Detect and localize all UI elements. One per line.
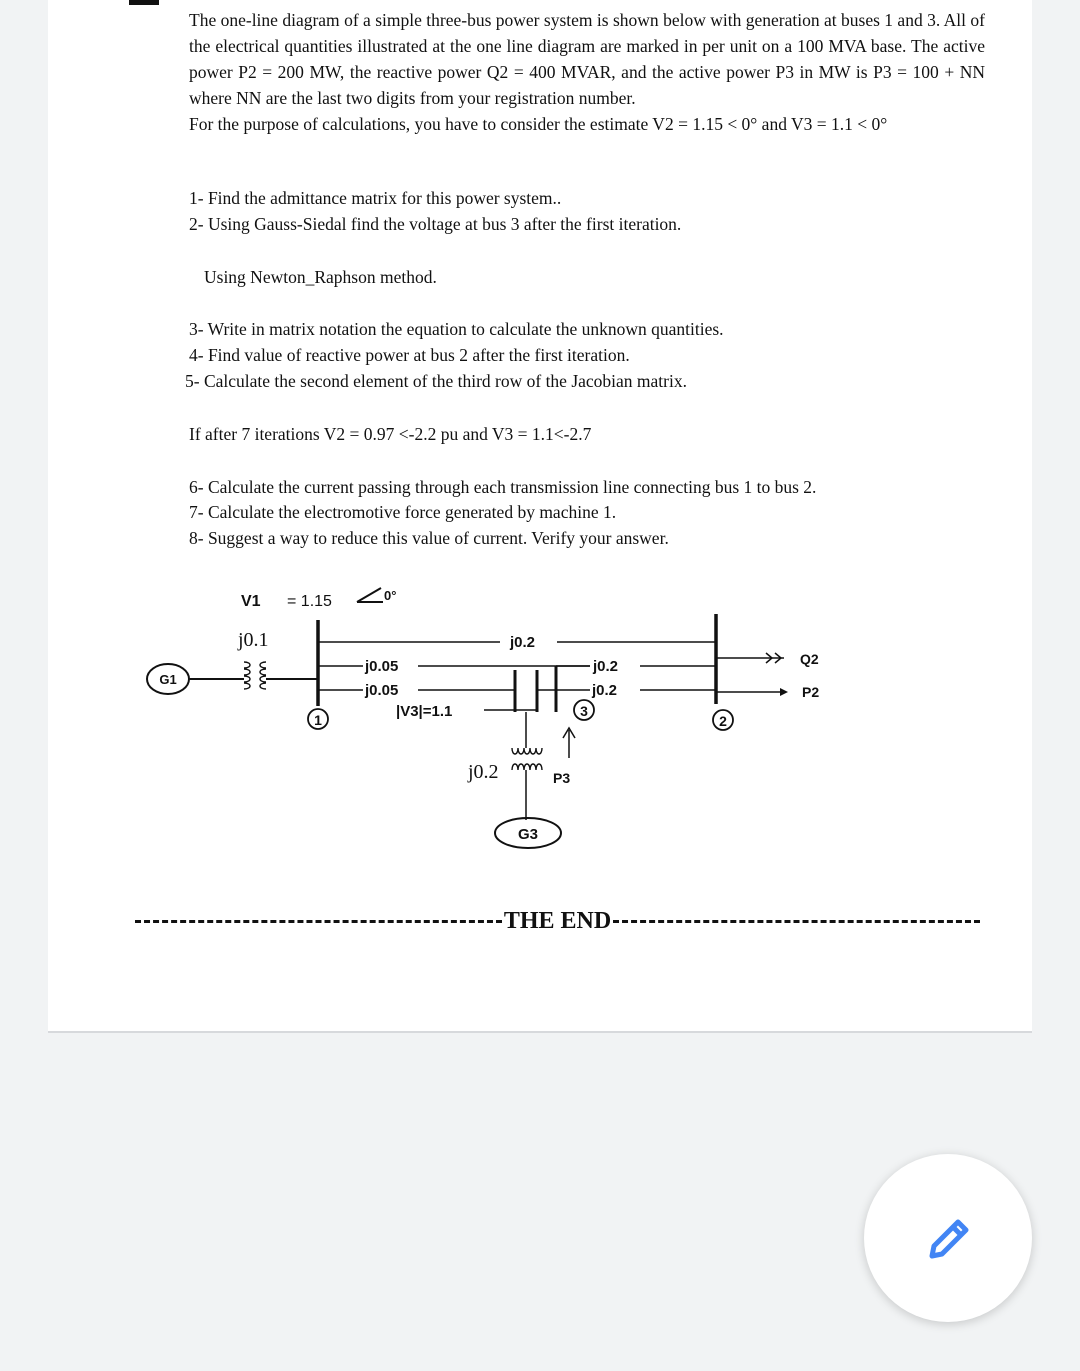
line-1-2-reactance: j0.2 [510, 634, 536, 651]
v1-value: = 1.15 [287, 593, 332, 610]
question-4: 4- Find value of reactive power at bus 2 after the first iteration. [189, 345, 630, 365]
line-2-3-b-reactance: j0.2 [592, 682, 618, 699]
p2-label: P2 [802, 684, 820, 700]
g1-reactance: j0.1 [238, 629, 269, 651]
angle-icon [357, 588, 383, 602]
page-corner-mark [129, 0, 159, 5]
pencil-icon [920, 1210, 976, 1266]
newton-raphson-heading: Using Newton_Raphson method. [204, 267, 437, 287]
transformer-g3-upper [512, 748, 542, 754]
p2-arrow-icon [780, 688, 788, 696]
bus-1-number: 1 [314, 712, 322, 728]
intro-paragraph: The one-line diagram of a simple three-bus power system is shown below with generation at buses 1 and 3. All of the electrical quantities illustrated at the one line diagram are marked in per unit on a 100 MVA base. The active power P2 = 200 MW, the reactive power Q2 = 400 MVAR, and the active power P3 in MW is P3 = 100 + NN where NN are the last two digits from your registration number. [189, 10, 985, 108]
question-7: 7- Calculate the electromotive force generated by machine 1. [189, 502, 617, 522]
problem-intro [189, 7, 985, 137]
end-divider [135, 908, 980, 935]
end-text: THE END [503, 908, 612, 934]
bus-3-number: 3 [580, 703, 588, 719]
question-1: 1- Find the admittance matrix for this power system.. [189, 188, 562, 208]
dashed-rule-right [613, 920, 980, 923]
g3-reactance: j0.2 [468, 761, 499, 783]
p3-label: P3 [553, 770, 571, 786]
v1-angle: 0° [384, 588, 397, 603]
g1-label: G1 [159, 672, 177, 687]
question-8: 8- Suggest a way to reduce this value of current. Verify your answer. [189, 528, 669, 548]
question-2: 2- Using Gauss-Siedal find the voltage at bus 3 after the first iteration. [189, 214, 682, 234]
g3-label: G3 [517, 826, 539, 843]
line-1-3-b-reactance: j0.05 [365, 682, 399, 699]
question-3: 3- Write in matrix notation the equation to calculate the unknown quantities. [189, 319, 724, 339]
q2-label: Q2 [800, 651, 819, 667]
question-6: 6- Calculate the current passing through each transmission line connecting bus 1 to bus 2. [189, 477, 817, 497]
transformer-g3-lower [512, 764, 542, 770]
dashed-rule-left [135, 920, 502, 923]
transformer-g1 [244, 662, 266, 689]
edit-fab-button[interactable] [864, 1154, 1032, 1322]
line-1-3-a-reactance: j0.05 [365, 658, 399, 675]
estimate-paragraph: For the purpose of calculations, you have to consider the estimate V2 = 1.15 < 0° and V3 = 1.1 < 0° [189, 114, 888, 134]
iteration-condition: If after 7 iterations V2 = 0.97 <-2.2 pu and V3 = 1.1<-2.7 [189, 424, 592, 444]
v1-label: V1 [241, 593, 261, 610]
line-2-3-a-reactance: j0.2 [593, 658, 619, 675]
v3-magnitude: |V3|=1.1 [396, 703, 453, 720]
question-5: 5- Calculate the second element of the third row of the Jacobian matrix. [185, 371, 687, 391]
one-line-diagram [0, 575, 1080, 865]
bus-2-number: 2 [719, 713, 727, 729]
